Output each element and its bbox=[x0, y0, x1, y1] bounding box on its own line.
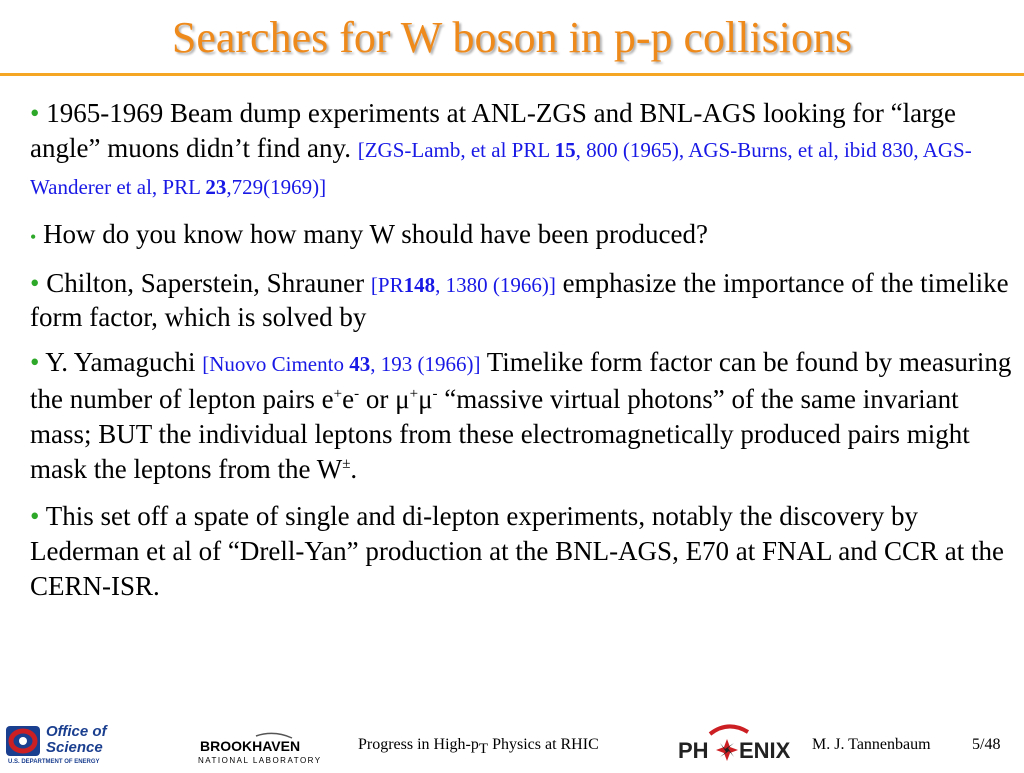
office-of-science-logo-graphic bbox=[6, 720, 134, 764]
superscript: ± bbox=[342, 456, 351, 472]
bullet-text: How do you know how many W should have been produced? bbox=[36, 219, 708, 249]
footer-title-part: Physics at RHIC bbox=[488, 736, 599, 753]
citation-part: ,729(1969)] bbox=[226, 175, 327, 199]
bullet-mark: • bbox=[30, 268, 40, 298]
footer-title-subscript: T bbox=[478, 741, 489, 758]
phenix-star-icon bbox=[716, 739, 738, 761]
logo2-line1: BROOKHAVEN bbox=[200, 738, 301, 754]
bullet-3 bbox=[30, 267, 1020, 333]
superscript: + bbox=[333, 386, 343, 402]
logo1-line2: Science bbox=[46, 739, 103, 756]
slide-title: Searches for W boson in p-p collisions bbox=[171, 13, 853, 62]
bullet-mark: • bbox=[30, 347, 40, 377]
bullet-text: This set off a spate of single and di-lepton experiments, notably the discovery by Lederman et al of “Drell-Yan” production at the BNL-AGS, E70 at FNAL and CCR at the CERN-ISR. bbox=[30, 501, 1005, 601]
logo3-text-a: PH bbox=[678, 738, 709, 763]
bullet-4 bbox=[30, 345, 1020, 487]
citation-part: , 193 (1966)] bbox=[370, 352, 481, 376]
citation-volume: 43 bbox=[349, 352, 371, 376]
footer-author: M. J. Tannenbaum bbox=[812, 736, 931, 753]
footer-talk-title bbox=[358, 736, 599, 758]
bullet-text: μ bbox=[418, 384, 433, 414]
logo1-line3: U.S. DEPARTMENT OF ENERGY bbox=[8, 759, 100, 764]
bullet-text: Y. Yamaguchi bbox=[39, 347, 203, 377]
bullet-mark: • bbox=[30, 98, 40, 128]
bullet-mark: • bbox=[30, 501, 40, 531]
office-of-science-logo bbox=[6, 720, 134, 764]
footer-title-part: Progress in High-p bbox=[358, 736, 479, 753]
citation-part: , 1380 (1966)] bbox=[435, 273, 556, 297]
citation-volume: 15 bbox=[554, 138, 576, 162]
phenix-logo bbox=[676, 722, 806, 764]
phenix-logo-graphic bbox=[676, 722, 806, 764]
brookhaven-logo bbox=[196, 732, 326, 768]
superscript: - bbox=[432, 386, 438, 402]
superscript: - bbox=[354, 386, 360, 402]
citation-part: [ZGS-Lamb, et al PRL bbox=[357, 138, 555, 162]
bullet-text: e bbox=[342, 384, 355, 414]
slide-footer bbox=[0, 712, 1024, 768]
title-underline bbox=[0, 73, 1024, 76]
bullet-5 bbox=[30, 499, 1020, 604]
bullet-text: Chilton, Saperstein, Shrauner bbox=[39, 268, 371, 298]
bullet-text: emphasize the importance of the timelike form factor, which is solved by bbox=[30, 268, 1009, 332]
bullet-mark: • bbox=[30, 227, 37, 247]
logo2-line2: NATIONAL LABORATORY bbox=[198, 756, 322, 765]
logo3-text-b: ENIX bbox=[739, 738, 791, 763]
brookhaven-logo-graphic bbox=[196, 732, 326, 768]
citation-part: , 800 (1965), AGS-Burns, et al, ibid 830, AGS-Wanderer et al, PRL bbox=[30, 138, 972, 199]
superscript: + bbox=[409, 386, 419, 402]
slide-body bbox=[30, 96, 1020, 616]
citation-volume: 148 bbox=[403, 273, 436, 297]
citation-volume: 23 bbox=[205, 175, 227, 199]
bullet-text: “massive virtual photons” of the same invariant mass; BUT the individual leptons from these electromagnetically produced pairs might mask the leptons from the W bbox=[30, 384, 970, 484]
bullet-text: 1965-1969 Beam dump experiments at ANL-ZGS and BNL-AGS looking for “large angle” muons didn’t find any. bbox=[30, 98, 957, 163]
citation bbox=[202, 352, 480, 376]
bullet-text: or μ bbox=[359, 384, 410, 414]
bullet-text: . bbox=[350, 454, 358, 484]
logo1-line1: Office of bbox=[46, 723, 107, 740]
citation-part: [Nuovo Cimento bbox=[202, 352, 350, 376]
citation bbox=[371, 273, 556, 297]
page-number: 5/48 bbox=[972, 736, 1001, 753]
bullet-1 bbox=[30, 96, 1020, 205]
bullet-2 bbox=[30, 217, 1020, 255]
citation-part: [PR bbox=[370, 273, 404, 297]
bullet-text: Timelike form factor can be found by measuring the number of lepton pairs e bbox=[30, 347, 1012, 414]
